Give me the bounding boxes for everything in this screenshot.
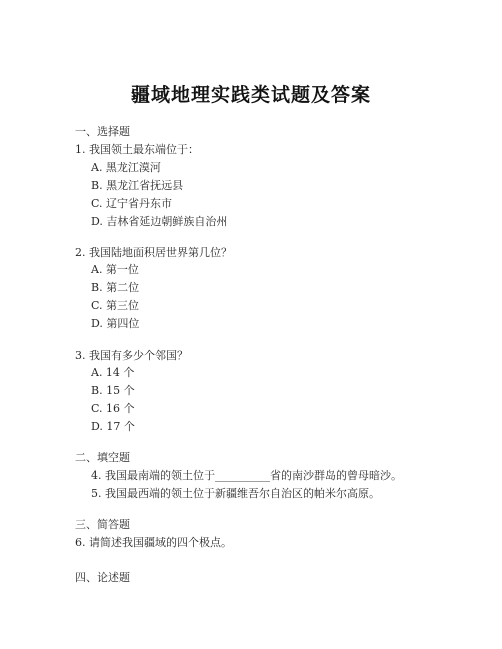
question-4: 4. 我国最南端的领土位于__________省的南沙群岛的曾母暗沙。	[91, 469, 402, 482]
section-heading-fill-in: 二、填空题	[75, 451, 130, 464]
question-6: 6. 请简述我国疆域的四个极点。	[75, 536, 232, 549]
question-2-option-b: B. 第二位	[91, 281, 140, 294]
question-1-option-d: D. 吉林省延边朝鲜族自治州	[91, 215, 228, 228]
section-heading-essay: 四、论述题	[75, 571, 130, 584]
question-3-option-d: D. 17 个	[91, 420, 135, 433]
question-5: 5. 我国最西端的领土位于新疆维吾尔自治区的帕米尔高原。	[91, 487, 380, 500]
question-1-option-a: A. 黑龙江漠河	[91, 161, 161, 174]
question-2: 2. 我国陆地面积居世界第几位？	[75, 246, 232, 259]
question-3-option-c: C. 16 个	[91, 402, 135, 415]
question-3-option-b: B. 15 个	[91, 384, 135, 397]
question-2-option-c: C. 第三位	[91, 299, 140, 312]
question-1: 1. 我国领土最东端位于：	[75, 143, 199, 156]
question-3-option-a: A. 14 个	[91, 366, 135, 379]
question-2-option-a: A. 第一位	[91, 263, 139, 276]
document-title: 疆域地理实践类试题及答案	[130, 84, 371, 106]
question-1-option-c: C. 辽宁省丹东市	[91, 197, 173, 210]
question-2-option-d: D. 第四位	[91, 317, 140, 330]
question-3: 3. 我国有多少个邻国？	[75, 349, 188, 362]
question-1-option-b: B. 黑龙江省抚远县	[91, 179, 184, 192]
section-heading-choice: 一、选择题	[75, 125, 130, 138]
section-heading-short-answer: 三、简答题	[75, 518, 130, 531]
